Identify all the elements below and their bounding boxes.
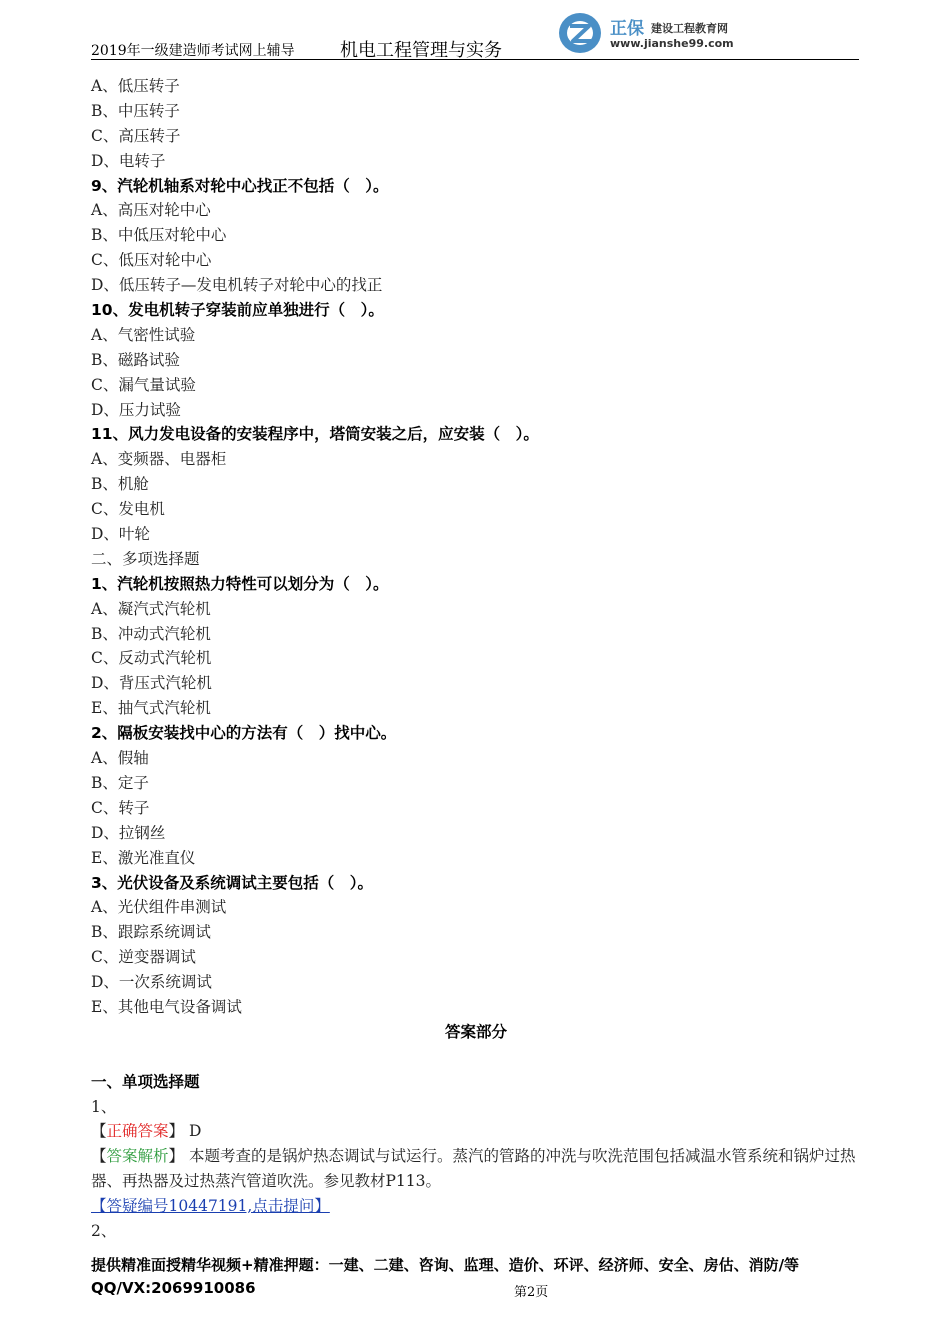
option-line: 二、多项选择题 (91, 549, 200, 568)
option-line: E、激光准直仪 (91, 848, 196, 867)
option-line: A、光伏组件串测试 (91, 898, 227, 917)
footer-promo: 提供精准面授精华视频+精准押题：一建、二建、咨询、监理、造价、环评、经济师、安全、房估、消防/等 (91, 1256, 800, 1274)
option-line: D、压力试验 (91, 400, 181, 419)
answer-section-title: 答案部分 (444, 1022, 507, 1041)
question-stem: 1、汽轮机按照热力特性可以划分为（ ）。 (91, 574, 389, 593)
correct-answer-bracket-left: 【 (91, 1122, 107, 1141)
option-line: C、低压对轮中心 (91, 251, 212, 270)
option-line: B、机舱 (91, 475, 149, 494)
option-line: C、发电机 (91, 500, 165, 519)
question-stem: 11、风力发电设备的安装程序中，塔筒安装之后，应安装（ ）。 (91, 425, 539, 444)
question-stem: 9、汽轮机轴系对轮中心找正不包括（ ）。 (91, 176, 389, 195)
option-line: A、变频器、电器柜 (91, 450, 227, 469)
option-line: B、定子 (91, 773, 149, 792)
analysis-bracket-left: 【 (91, 1147, 107, 1166)
analysis-text: 本题考查的是锅炉热态调试与试运行。蒸汽的管路的冲洗与吹洗范围包括减温水管系统和锅炉过热器、再热器及过热蒸汽管道吹洗。参见教材P113。 (91, 1147, 856, 1191)
option-line: C、漏气量试验 (91, 375, 196, 394)
option-line: C、逆变器调试 (91, 948, 196, 967)
option-line: A、凝汽式汽轮机 (91, 599, 211, 618)
spacer (91, 1045, 861, 1070)
option-line: A、高压对轮中心 (91, 201, 211, 220)
option-line: D、低压转子—发电机转子对轮中心的找正 (91, 276, 383, 295)
logo-brand-text: 正保 (610, 19, 644, 39)
header-subject: 机电工程管理与实务 (340, 40, 502, 61)
option-line: A、假轴 (91, 749, 149, 768)
question-content (91, 74, 861, 1244)
option-line: D、电转子 (91, 151, 166, 170)
option-line: D、一次系统调试 (91, 973, 212, 992)
option-line: D、背压式汽轮机 (91, 674, 212, 693)
option-line: B、中压转子 (91, 101, 180, 120)
option-line: E、抽气式汽轮机 (91, 699, 211, 718)
option-line: C、转子 (91, 798, 150, 817)
option-line: B、中低压对轮中心 (91, 226, 227, 245)
option-line: C、反动式汽轮机 (91, 649, 212, 668)
footer-contact: QQ/VX:2069910086 (91, 1279, 256, 1297)
option-line: E、其他电气设备调试 (91, 997, 242, 1016)
correct-answer-bracket-right: 】 (168, 1122, 185, 1141)
question-lines (91, 74, 861, 1020)
brand-logo (557, 10, 757, 56)
answer-number: 1、 (91, 1097, 117, 1116)
ask-question-link[interactable]: 【答疑编号10447191,点击提问】 (91, 1197, 330, 1216)
logo-mark-icon (557, 10, 605, 56)
page-number: 第2页 (514, 1285, 549, 1300)
option-line: B、跟踪系统调试 (91, 923, 211, 942)
question-stem: 2、隔板安装找中心的方法有（ ）找中心。 (91, 724, 397, 743)
option-line: D、叶轮 (91, 525, 150, 544)
option-line: D、拉钢丝 (91, 823, 166, 842)
analysis-label: 答案解析 (106, 1147, 169, 1166)
option-line: B、磁路试验 (91, 350, 180, 369)
header-exam-title: 2019年一级建造师考试网上辅导 (91, 43, 295, 59)
option-line: C、高压转子 (91, 126, 181, 145)
question-stem: 3、光伏设备及系统调试主要包括（ ）。 (91, 873, 374, 892)
option-line: A、气密性试验 (91, 325, 196, 344)
option-line: B、冲动式汽轮机 (91, 624, 211, 643)
correct-answer-value: D (184, 1122, 202, 1141)
logo-subtitle: 建设工程教育网 (651, 22, 728, 35)
correct-answer-line (91, 1119, 861, 1144)
header-divider (91, 59, 859, 60)
analysis-bracket-right: 】 (168, 1147, 185, 1166)
answer-subsection-title: 一、单项选择题 (91, 1072, 200, 1091)
question-stem: 10、发电机转子穿装前应单独进行（ ）。 (91, 301, 384, 320)
correct-answer-label: 正确答案 (106, 1122, 169, 1141)
answer-number: 2、 (91, 1222, 117, 1240)
logo-url: www.jianshe99.com (610, 37, 734, 50)
option-line: A、低压转子 (91, 77, 180, 95)
answer-analysis (91, 1144, 861, 1194)
